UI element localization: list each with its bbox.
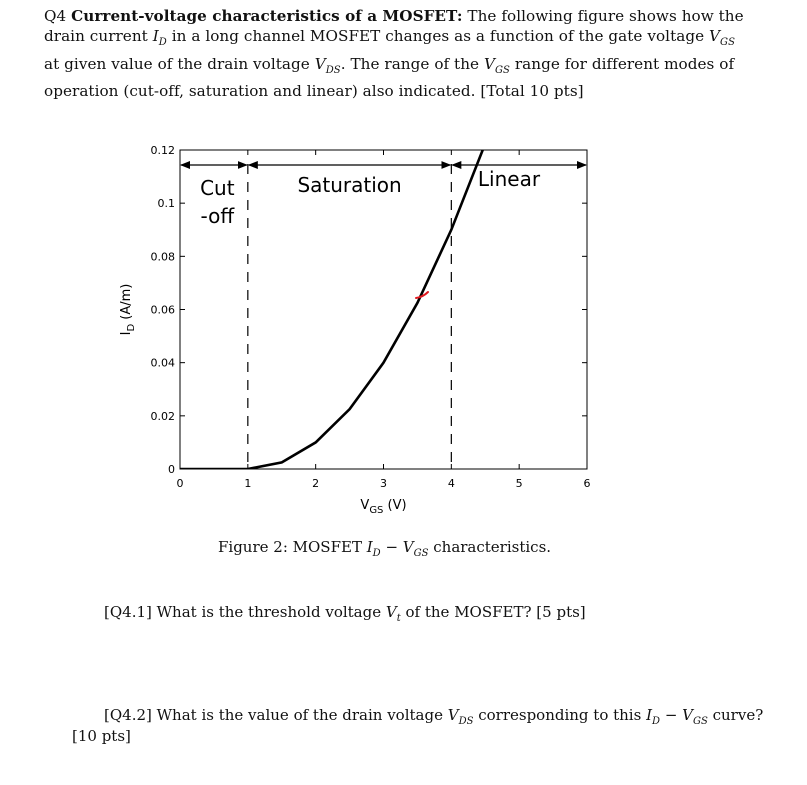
x-tick-label: 3 xyxy=(380,477,387,490)
subquestion-2-label: [Q4.2] xyxy=(104,706,152,724)
region-label-saturation: Saturation xyxy=(297,173,402,197)
x-tick-label: 0 xyxy=(176,477,184,490)
var-vgs: $V_{GS}$ xyxy=(709,27,735,49)
x-axis-label: $V_{GS}$ (V) xyxy=(360,498,407,516)
subquestion-2: [Q4.2] What is the value of the drain voltage $V_{DS}$ corresponding to this $I_D - V_{GS}$ curve? xyxy=(104,706,764,727)
y-tick-label: 0.12 xyxy=(150,144,175,157)
x-tick-label: 1 xyxy=(244,477,252,490)
y-tick-label: 0.1 xyxy=(157,197,175,211)
question-text-1: The following figure shows how the drain current xyxy=(44,7,744,46)
y-axis-label: $I_D$ (A/m) xyxy=(119,283,137,336)
region-label-cutoff-2: -off xyxy=(200,204,235,228)
figure-caption: Figure 2: MOSFET $I_D - V_{GS}$ characteristics. xyxy=(218,538,552,559)
var-id: $I_D$ xyxy=(152,27,167,49)
subquestion-1: [Q4.1] What is the threshold voltage $V_t$ of the MOSFET? [5 pts] xyxy=(104,603,586,624)
question-text-4: . The range of the xyxy=(340,54,484,73)
question-text-3: at given value of the drain voltage xyxy=(44,54,315,73)
region-label-cutoff: Cut xyxy=(200,176,235,200)
y-tick-label: 0.08 xyxy=(150,250,175,264)
var-vgs-2: $V_{GS}$ xyxy=(483,54,510,76)
question-number: Q4 xyxy=(44,7,67,25)
subquestion-1-label: [Q4.1] xyxy=(104,603,152,621)
y-tick-label: 0.06 xyxy=(150,303,175,317)
x-tick-label: 6 xyxy=(583,477,591,490)
question-text-2: in a long channel MOSFET changes as a function of the gate voltage xyxy=(166,27,710,46)
y-tick-label: 0.04 xyxy=(150,356,175,370)
subquestion-2-points: [10 pts] xyxy=(72,727,131,745)
question-text-5: range for different modes of operation (cut-off, saturation and linear) also indicated. [Total 10 pts] xyxy=(44,54,735,100)
plot-frame xyxy=(180,150,587,469)
question-title: Current-voltage characteristics of a MOSFET: xyxy=(71,7,463,25)
id-curve xyxy=(180,0,587,469)
x-tick-label: 4 xyxy=(447,477,455,490)
region-label-linear: Linear xyxy=(477,167,541,191)
x-tick-label: 5 xyxy=(515,477,523,490)
y-tick-label: 0 xyxy=(168,463,175,476)
y-tick-label: 0.02 xyxy=(150,409,175,423)
x-tick-label: 2 xyxy=(312,477,320,490)
var-vds: $V_{DS}$ xyxy=(314,54,341,76)
